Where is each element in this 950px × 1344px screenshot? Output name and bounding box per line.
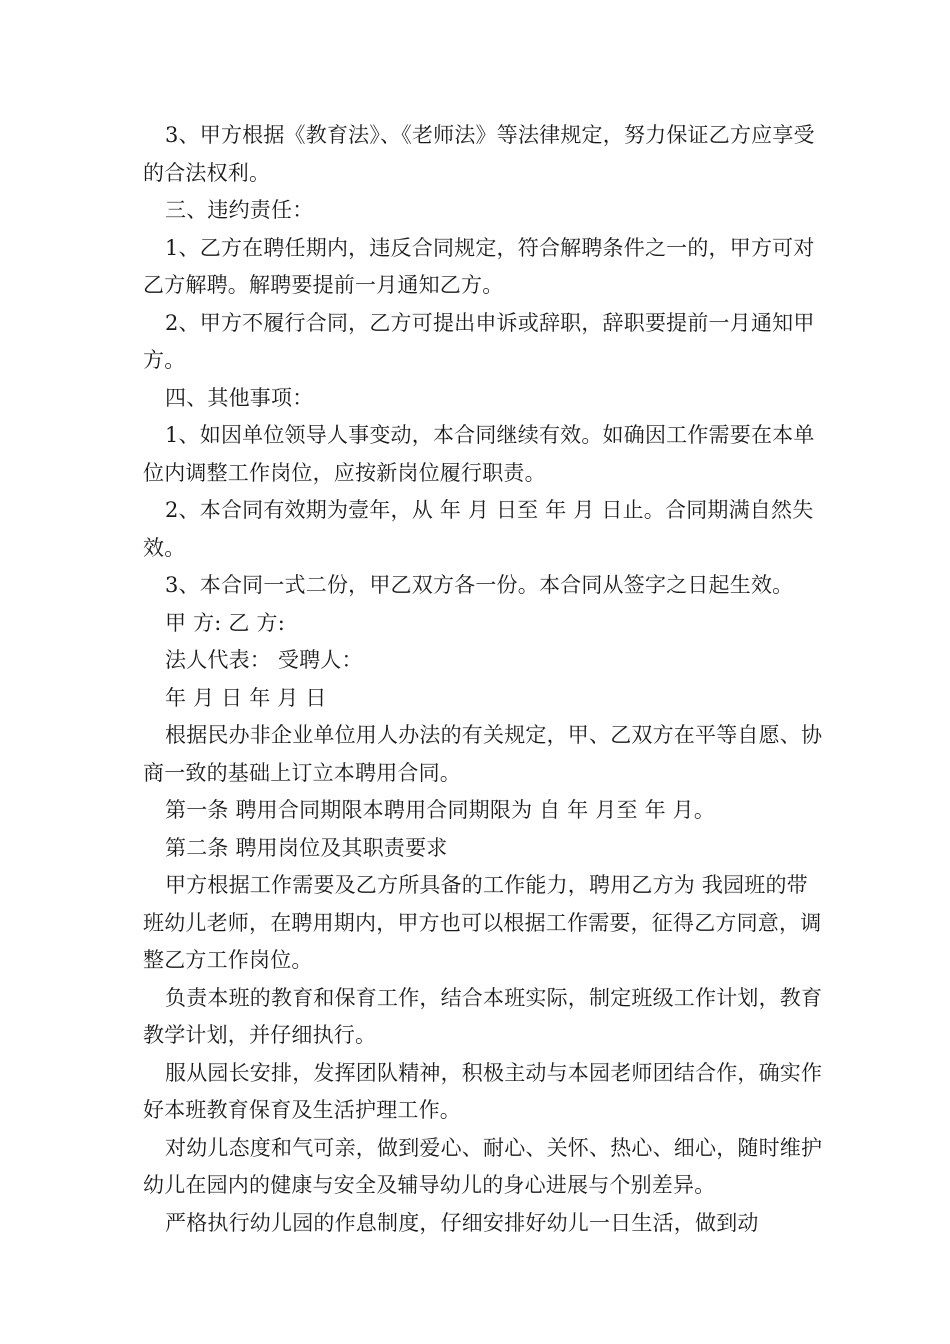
- paragraph: 根据民办非企业单位用人办法的有关规定，甲、乙双方在平等自愿、协商一致的基础上订立本聘用合同。: [143, 723, 823, 785]
- article-heading: 第一条 聘用合同期限本聘用合同期限为 自 年 月至 年 月。: [165, 798, 716, 822]
- paragraph: 服从园长安排，发挥团队精神，积极主动与本园老师团结合作，确实作好本班教育保育及生活护理工作。: [143, 1060, 823, 1122]
- signature-parties-line: 甲 方: 乙 方:: [165, 610, 285, 635]
- paragraph: 1、乙方在聘任期内，违反合同规定，符合解聘条件之一的，甲方可对乙方解聘。解聘要提前一月通知乙方。: [143, 235, 815, 297]
- paragraph: 2、甲方不履行合同，乙方可提出申诉或辞职，辞职要提前一月通知甲方。: [143, 310, 815, 372]
- paragraph: 2、本合同有效期为壹年，从 年 月 日至 年 月 日止。合同期满自然失效。: [143, 498, 814, 560]
- paragraph: 甲方根据工作需要及乙方所具备的工作能力，聘用乙方为 我园班的带班幼儿老师，在聘用期内，甲方也可以根据工作需要，征得乙方同意，调整乙方工作岗位。: [143, 873, 822, 972]
- paragraph: 对幼儿态度和气可亲，做到爱心、耐心、关怀、热心、细心，随时维护幼儿在园内的健康与安全及辅导幼儿的身心进展与个别差异。: [143, 1135, 823, 1197]
- signature-date-line: 年 月 日 年 月 日: [165, 685, 327, 710]
- paragraph: 3、本合同一式二份，甲乙双方各一份。本合同从签字之日起生效。: [165, 573, 794, 597]
- section-heading: 四、其他事项：: [165, 385, 314, 410]
- paragraph: 1、如因单位领导人事变动，本合同继续有效。如确因工作需要在本单位内调整工作岗位，应按新岗位履行职责。: [143, 423, 815, 485]
- paragraph: 3、甲方根据《教育法》、《老师法》等法律规定，努力保证乙方应享受的合法权利。: [143, 123, 815, 185]
- article-heading: 第二条 聘用岗位及其职责要求: [165, 835, 448, 860]
- paragraph: 严格执行幼儿园的作息制度，仔细安排好幼儿一日生活，做到动: [165, 1210, 759, 1235]
- section-heading: 三、违约责任：: [165, 198, 314, 222]
- signature-representatives-line: 法人代表： 受聘人：: [165, 648, 363, 672]
- paragraph: 负责本班的教育和保育工作，结合本班实际，制定班级工作计划，教育教学计划，并仔细执行。: [143, 985, 823, 1047]
- document-body: [143, 117, 823, 1242]
